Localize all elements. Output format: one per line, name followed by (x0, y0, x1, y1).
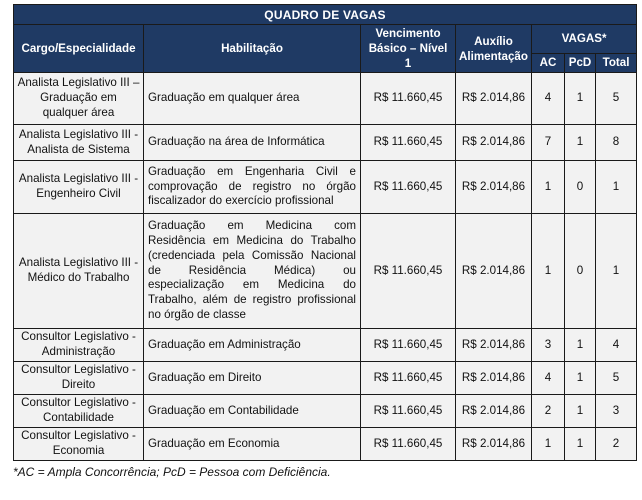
cell-habilitacao: Graduação em Medicina com Residência em Medicina do Trabalho (credenciada pela Comissão Nacional de Residência Médica) ou especialização em Medicina do Trabalho, além de registro profissional no órgão de classe (144, 214, 361, 329)
cell-total: 5 (596, 362, 637, 395)
cell-ac: 7 (532, 125, 565, 161)
cell-vencimento: R$ 11.660,45 (361, 362, 456, 395)
cell-habilitacao: Graduação em Economia (144, 428, 361, 461)
vacancy-table (13, 4, 637, 461)
cell-vencimento: R$ 11.660,45 (361, 329, 456, 362)
cell-total: 8 (596, 125, 637, 161)
cell-cargo: Analista Legislativo III - Analista de Sistema (14, 125, 144, 161)
cell-vencimento: R$ 11.660,45 (361, 395, 456, 428)
table-row (14, 214, 637, 329)
cell-auxilio: R$ 2.014,86 (456, 329, 532, 362)
cell-cargo: Consultor Legislativo - Economia (14, 428, 144, 461)
cell-total: 2 (596, 428, 637, 461)
cell-habilitacao: Graduação em Administração (144, 329, 361, 362)
cell-vencimento: R$ 11.660,45 (361, 125, 456, 161)
cell-habilitacao: Graduação na área de Informática (144, 125, 361, 161)
cell-pcd: 0 (565, 214, 596, 329)
cell-auxilio: R$ 2.014,86 (456, 395, 532, 428)
cell-auxilio: R$ 2.014,86 (456, 161, 532, 214)
cell-habilitacao: Graduação em Contabilidade (144, 395, 361, 428)
cell-total: 5 (596, 73, 637, 125)
cell-habilitacao: Graduação em qualquer área (144, 73, 361, 125)
cell-cargo: Consultor Legislativo - Contabilidade (14, 395, 144, 428)
cell-auxilio: R$ 2.014,86 (456, 362, 532, 395)
cell-pcd: 1 (565, 329, 596, 362)
cell-pcd: 1 (565, 362, 596, 395)
header-vencimento-line1: Vencimento (375, 27, 441, 40)
footnote: *AC = Ampla Concorrência; PcD = Pessoa com Deficiência. (13, 465, 331, 479)
cell-auxilio: R$ 2.014,86 (456, 428, 532, 461)
vacancy-table-container (13, 4, 636, 479)
header-habilitacao: Habilitação (144, 25, 361, 73)
cell-cargo: Consultor Legislativo - Direito (14, 362, 144, 395)
cell-habilitacao: Graduação em Engenharia Civil e comprovação de registro no órgão fiscalizador do exercício profissional (144, 161, 361, 214)
table-row (14, 73, 637, 125)
table-row (14, 125, 637, 161)
header-cargo: Cargo/Especialidade (14, 25, 144, 73)
cell-vencimento: R$ 11.660,45 (361, 161, 456, 214)
cell-total: 3 (596, 395, 637, 428)
cell-ac: 4 (532, 73, 565, 125)
table-row (14, 428, 637, 461)
header-auxilio-line2: Alimentação (459, 49, 528, 63)
cell-pcd: 1 (565, 125, 596, 161)
cell-auxilio: R$ 2.014,86 (456, 214, 532, 329)
cell-total: 4 (596, 329, 637, 362)
cell-cargo: Analista Legislativo III - Médico do Trabalho (14, 214, 144, 329)
cell-ac: 3 (532, 329, 565, 362)
header-pcd: PcD (565, 53, 596, 72)
cell-pcd: 1 (565, 428, 596, 461)
table-title: QUADRO DE VAGAS (14, 5, 637, 25)
cell-pcd: 1 (565, 73, 596, 125)
header-vagas: VAGAS* (532, 25, 637, 54)
cell-total: 1 (596, 214, 637, 329)
cell-auxilio: R$ 2.014,86 (456, 73, 532, 125)
cell-pcd: 0 (565, 161, 596, 214)
cell-ac: 4 (532, 362, 565, 395)
header-vencimento (361, 25, 456, 73)
cell-vencimento: R$ 11.660,45 (361, 214, 456, 329)
cell-pcd: 1 (565, 395, 596, 428)
cell-cargo: Analista Legislativo III – Graduação em qualquer área (14, 73, 144, 125)
table-row (14, 161, 637, 214)
table-row (14, 362, 637, 395)
cell-ac: 1 (532, 214, 565, 329)
cell-cargo: Consultor Legislativo - Administração (14, 329, 144, 362)
cell-habilitacao: Graduação em Direito (144, 362, 361, 395)
cell-ac: 1 (532, 161, 565, 214)
cell-auxilio: R$ 2.014,86 (456, 125, 532, 161)
header-auxilio (456, 25, 532, 73)
table-row (14, 395, 637, 428)
header-vencimento-line2: Básico – Nível 1 (368, 42, 448, 70)
header-ac: AC (532, 53, 565, 72)
header-total: Total (596, 53, 637, 72)
cell-ac: 2 (532, 395, 565, 428)
table-row (14, 329, 637, 362)
cell-vencimento: R$ 11.660,45 (361, 73, 456, 125)
cell-ac: 1 (532, 428, 565, 461)
cell-total: 1 (596, 161, 637, 214)
cell-vencimento: R$ 11.660,45 (361, 428, 456, 461)
cell-cargo: Analista Legislativo III - Engenheiro Civil (14, 161, 144, 214)
header-auxilio-line1: Auxílio (474, 34, 513, 48)
